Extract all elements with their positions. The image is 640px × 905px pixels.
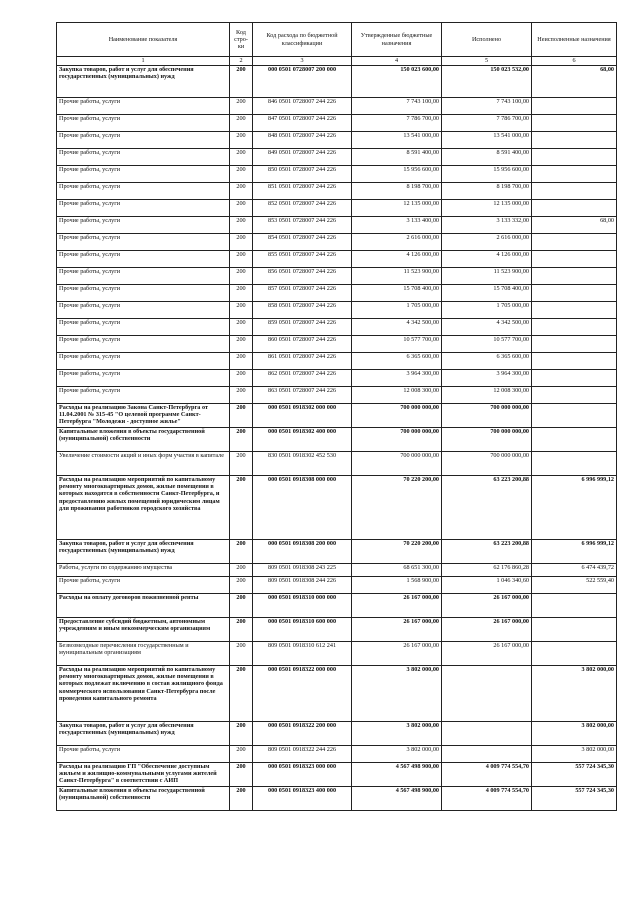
row-unexecuted xyxy=(532,336,617,353)
row-code: 200 xyxy=(230,285,253,302)
row-code: 200 xyxy=(230,200,253,217)
table-row xyxy=(57,132,617,149)
row-budget-code: 863 0501 0728007 244 226 xyxy=(253,387,352,404)
row-approved: 2 616 000,00 xyxy=(352,234,442,251)
table-row xyxy=(57,217,617,234)
row-approved: 4 567 498 900,00 xyxy=(352,787,442,811)
row-code: 200 xyxy=(230,336,253,353)
header-unexecuted: Неисполненные назначения xyxy=(532,23,617,57)
table-row xyxy=(57,666,617,722)
row-budget-code: 809 0501 0918310 612 241 xyxy=(253,642,352,666)
row-unexecuted xyxy=(532,319,617,336)
row-unexecuted xyxy=(532,428,617,452)
row-approved: 12 008 300,00 xyxy=(352,387,442,404)
row-code: 200 xyxy=(230,302,253,319)
row-executed xyxy=(442,666,532,722)
row-budget-code: 830 0501 0918302 452 530 xyxy=(253,452,352,476)
row-code: 200 xyxy=(230,618,253,642)
row-unexecuted: 6 474 439,72 xyxy=(532,564,617,577)
row-approved: 3 802 000,00 xyxy=(352,746,442,763)
row-executed: 2 616 000,00 xyxy=(442,234,532,251)
row-unexecuted xyxy=(532,387,617,404)
row-budget-code: 000 0501 0918302 000 000 xyxy=(253,404,352,428)
table-row xyxy=(57,149,617,166)
row-approved: 11 523 900,00 xyxy=(352,268,442,285)
row-executed: 26 167 000,00 xyxy=(442,594,532,618)
row-approved: 4 567 498 900,00 xyxy=(352,763,442,787)
table-row xyxy=(57,353,617,370)
row-budget-code: 809 0501 0918308 244 226 xyxy=(253,577,352,594)
row-executed: 4 342 500,00 xyxy=(442,319,532,336)
row-approved: 15 708 400,00 xyxy=(352,285,442,302)
row-executed: 8 591 400,00 xyxy=(442,149,532,166)
table-row xyxy=(57,404,617,428)
row-name: Прочие работы, услуги xyxy=(57,149,230,166)
row-unexecuted xyxy=(532,404,617,428)
row-code: 200 xyxy=(230,746,253,763)
row-approved: 3 133 400,00 xyxy=(352,217,442,234)
row-budget-code: 860 0501 0728007 244 226 xyxy=(253,336,352,353)
row-budget-code: 854 0501 0728007 244 226 xyxy=(253,234,352,251)
row-approved: 3 802 000,00 xyxy=(352,666,442,722)
table-row xyxy=(57,200,617,217)
table-row xyxy=(57,251,617,268)
row-name: Прочие работы, услуги xyxy=(57,353,230,370)
row-name: Прочие работы, услуги xyxy=(57,336,230,353)
budget-table xyxy=(56,22,617,811)
row-executed: 12 135 000,00 xyxy=(442,200,532,217)
row-unexecuted xyxy=(532,115,617,132)
row-code: 200 xyxy=(230,183,253,200)
row-approved: 1 705 000,00 xyxy=(352,302,442,319)
row-name: Расходы на реализацию Закона Санкт-Петербурга от 11.04.2001 № 315-45 "О целевой программе Санкт-Петербурга "Молодежи - доступное жилье" xyxy=(57,404,230,428)
col-num: 2 xyxy=(230,57,253,66)
row-executed: 10 577 700,00 xyxy=(442,336,532,353)
row-approved: 3 802 000,00 xyxy=(352,722,442,746)
row-executed: 3 964 300,00 xyxy=(442,370,532,387)
row-unexecuted xyxy=(532,166,617,183)
row-executed: 15 708 400,00 xyxy=(442,285,532,302)
row-code: 200 xyxy=(230,763,253,787)
row-unexecuted xyxy=(532,268,617,285)
row-approved: 150 023 600,00 xyxy=(352,66,442,98)
header-executed: Исполнено xyxy=(442,23,532,57)
table-row xyxy=(57,234,617,251)
row-unexecuted xyxy=(532,285,617,302)
row-executed: 4 009 774 554,70 xyxy=(442,763,532,787)
row-budget-code: 851 0501 0728007 244 226 xyxy=(253,183,352,200)
row-executed: 7 786 700,00 xyxy=(442,115,532,132)
row-unexecuted: 3 802 000,00 xyxy=(532,666,617,722)
col-num: 3 xyxy=(253,57,352,66)
row-name: Предоставление субсидий бюджетным, автономным учреждениям и иным некоммерческим организациям xyxy=(57,618,230,642)
row-name: Прочие работы, услуги xyxy=(57,251,230,268)
row-approved: 1 568 900,00 xyxy=(352,577,442,594)
row-budget-code: 849 0501 0728007 244 226 xyxy=(253,149,352,166)
col-num: 5 xyxy=(442,57,532,66)
table-row xyxy=(57,98,617,115)
row-approved: 10 577 700,00 xyxy=(352,336,442,353)
row-code: 200 xyxy=(230,452,253,476)
row-budget-code: 861 0501 0728007 244 226 xyxy=(253,353,352,370)
row-name: Прочие работы, услуги xyxy=(57,115,230,132)
row-unexecuted xyxy=(532,642,617,666)
row-approved: 26 167 000,00 xyxy=(352,618,442,642)
row-executed: 13 541 000,00 xyxy=(442,132,532,149)
row-code: 200 xyxy=(230,353,253,370)
table-row xyxy=(57,428,617,452)
row-code: 200 xyxy=(230,268,253,285)
row-executed: 63 223 200,88 xyxy=(442,476,532,540)
row-name: Прочие работы, услуги xyxy=(57,98,230,115)
table-row xyxy=(57,183,617,200)
table-row xyxy=(57,787,617,811)
column-number-row xyxy=(57,57,617,66)
row-code: 200 xyxy=(230,149,253,166)
header-approved: Утвержденные бюджетные назначения xyxy=(352,23,442,57)
table-row xyxy=(57,594,617,618)
row-unexecuted: 557 724 345,30 xyxy=(532,763,617,787)
row-executed: 12 008 300,00 xyxy=(442,387,532,404)
row-approved: 7 743 100,00 xyxy=(352,98,442,115)
table-row xyxy=(57,763,617,787)
row-budget-code: 000 0501 0918323 000 000 xyxy=(253,763,352,787)
row-code: 200 xyxy=(230,234,253,251)
row-executed: 700 000 000,00 xyxy=(442,428,532,452)
row-executed: 700 000 000,00 xyxy=(442,404,532,428)
row-budget-code: 847 0501 0728007 244 226 xyxy=(253,115,352,132)
row-code: 200 xyxy=(230,251,253,268)
row-approved: 4 126 000,00 xyxy=(352,251,442,268)
row-name: Прочие работы, услуги xyxy=(57,268,230,285)
header-budget-code: Код расхода по бюджетной классификации xyxy=(253,23,352,57)
row-name: Прочие работы, услуги xyxy=(57,217,230,234)
table-row xyxy=(57,115,617,132)
row-unexecuted xyxy=(532,251,617,268)
row-executed: 700 000 000,00 xyxy=(442,452,532,476)
row-approved: 70 220 200,00 xyxy=(352,476,442,540)
row-name: Расходы на реализацию мероприятий по капитальному ремонту многоквартирных домов, жилые помещения в которых находятся в собственности Санкт-Петербурга, и предоставлению жилых помещений юридическим лицам для проживания работников городского хозяйства xyxy=(57,476,230,540)
row-approved: 4 342 500,00 xyxy=(352,319,442,336)
row-executed: 26 167 000,00 xyxy=(442,618,532,642)
row-approved: 26 167 000,00 xyxy=(352,594,442,618)
row-name: Прочие работы, услуги xyxy=(57,183,230,200)
table-row xyxy=(57,618,617,642)
row-code: 200 xyxy=(230,132,253,149)
row-unexecuted xyxy=(532,370,617,387)
table-row xyxy=(57,336,617,353)
row-budget-code: 859 0501 0728007 244 226 xyxy=(253,319,352,336)
table-row xyxy=(57,268,617,285)
row-code: 200 xyxy=(230,787,253,811)
row-executed: 7 743 100,00 xyxy=(442,98,532,115)
row-executed xyxy=(442,746,532,763)
row-unexecuted: 6 996 999,12 xyxy=(532,476,617,540)
table-row xyxy=(57,722,617,746)
row-code: 200 xyxy=(230,722,253,746)
row-approved: 68 651 300,00 xyxy=(352,564,442,577)
header-code: Код стро-ки xyxy=(230,23,253,57)
table-header-row xyxy=(57,23,617,57)
row-code: 200 xyxy=(230,387,253,404)
row-approved: 15 956 600,00 xyxy=(352,166,442,183)
row-executed: 1 046 340,60 xyxy=(442,577,532,594)
row-unexecuted xyxy=(532,200,617,217)
row-unexecuted xyxy=(532,183,617,200)
row-approved: 700 000 000,00 xyxy=(352,452,442,476)
row-budget-code: 000 0501 0918323 400 000 xyxy=(253,787,352,811)
row-approved: 700 000 000,00 xyxy=(352,428,442,452)
row-budget-code: 000 0501 0918310 000 000 xyxy=(253,594,352,618)
row-name: Прочие работы, услуги xyxy=(57,370,230,387)
row-name: Закупка товаров, работ и услуг для обеспечения государственных (муниципальных) нужд xyxy=(57,540,230,564)
row-code: 200 xyxy=(230,564,253,577)
row-name: Прочие работы, услуги xyxy=(57,132,230,149)
row-unexecuted: 68,00 xyxy=(532,66,617,98)
table-row xyxy=(57,387,617,404)
row-unexecuted xyxy=(532,132,617,149)
row-budget-code: 852 0501 0728007 244 226 xyxy=(253,200,352,217)
row-budget-code: 809 0501 0918308 243 225 xyxy=(253,564,352,577)
row-budget-code: 000 0501 0918322 200 000 xyxy=(253,722,352,746)
row-budget-code: 000 0501 0918308 000 000 xyxy=(253,476,352,540)
table-row xyxy=(57,642,617,666)
row-approved: 8 591 400,00 xyxy=(352,149,442,166)
row-approved: 700 000 000,00 xyxy=(352,404,442,428)
row-unexecuted xyxy=(532,98,617,115)
row-name: Прочие работы, услуги xyxy=(57,166,230,183)
row-name: Прочие работы, услуги xyxy=(57,319,230,336)
row-name: Прочие работы, услуги xyxy=(57,746,230,763)
row-budget-code: 858 0501 0728007 244 226 xyxy=(253,302,352,319)
row-name: Работы, услуги по содержанию имущества xyxy=(57,564,230,577)
table-row xyxy=(57,66,617,98)
row-executed: 3 133 332,00 xyxy=(442,217,532,234)
table-row xyxy=(57,476,617,540)
row-budget-code: 848 0501 0728007 244 226 xyxy=(253,132,352,149)
row-code: 200 xyxy=(230,66,253,98)
row-budget-code: 000 0501 0918310 600 000 xyxy=(253,618,352,642)
row-approved: 12 135 000,00 xyxy=(352,200,442,217)
row-unexecuted: 6 996 999,12 xyxy=(532,540,617,564)
row-unexecuted xyxy=(532,302,617,319)
row-unexecuted xyxy=(532,234,617,251)
row-unexecuted: 68,00 xyxy=(532,217,617,234)
row-code: 200 xyxy=(230,319,253,336)
row-code: 200 xyxy=(230,370,253,387)
table-row xyxy=(57,540,617,564)
row-budget-code: 000 0501 0918322 000 000 xyxy=(253,666,352,722)
row-approved: 7 786 700,00 xyxy=(352,115,442,132)
table-row xyxy=(57,452,617,476)
row-budget-code: 846 0501 0728007 244 226 xyxy=(253,98,352,115)
row-executed: 150 023 532,00 xyxy=(442,66,532,98)
row-code: 200 xyxy=(230,540,253,564)
col-num: 4 xyxy=(352,57,442,66)
table-row xyxy=(57,370,617,387)
row-code: 200 xyxy=(230,166,253,183)
row-budget-code: 853 0501 0728007 244 226 xyxy=(253,217,352,234)
row-name: Закупка товаров, работ и услуг для обеспечения государственных (муниципальных) нужд xyxy=(57,66,230,98)
row-approved: 3 964 300,00 xyxy=(352,370,442,387)
row-code: 200 xyxy=(230,217,253,234)
table-row xyxy=(57,302,617,319)
table-row xyxy=(57,564,617,577)
col-num: 1 xyxy=(57,57,230,66)
col-num: 6 xyxy=(532,57,617,66)
row-executed: 8 198 700,00 xyxy=(442,183,532,200)
row-name: Капитальные вложения в объекты государственной (муниципальной) собственности xyxy=(57,787,230,811)
row-executed: 63 223 200,88 xyxy=(442,540,532,564)
row-name: Расходы на реализацию мероприятий по капитальному ремонту многоквартирных домов, жилые помещения в которых подлежат включению в состав жилищного фонда коммерческого использования Санкт-Петербурга после проведения капитального ремонта xyxy=(57,666,230,722)
table-row xyxy=(57,285,617,302)
row-budget-code: 000 0501 0918308 200 000 xyxy=(253,540,352,564)
row-name: Капитальные вложения в объекты государственной (муниципальной) собственности xyxy=(57,428,230,452)
row-code: 200 xyxy=(230,642,253,666)
row-name: Безвозмездные перечисления государственным и муниципальным организациям xyxy=(57,642,230,666)
row-approved: 6 365 600,00 xyxy=(352,353,442,370)
row-name: Прочие работы, услуги xyxy=(57,285,230,302)
row-unexecuted: 522 559,40 xyxy=(532,577,617,594)
row-executed: 1 705 000,00 xyxy=(442,302,532,319)
row-unexecuted: 3 802 000,00 xyxy=(532,722,617,746)
row-name: Расходы на реализацию ГП "Обеспечение доступным жильем и жилищно-коммунальными услугами жителей Санкт-Петербурга" в соответствии с АИП xyxy=(57,763,230,787)
row-executed: 11 523 900,00 xyxy=(442,268,532,285)
table-row xyxy=(57,319,617,336)
row-name: Прочие работы, услуги xyxy=(57,200,230,217)
row-code: 200 xyxy=(230,98,253,115)
row-approved: 13 541 000,00 xyxy=(352,132,442,149)
row-name: Расходы на оплату договоров пожизненной ренты xyxy=(57,594,230,618)
row-code: 200 xyxy=(230,594,253,618)
row-budget-code: 850 0501 0728007 244 226 xyxy=(253,166,352,183)
row-approved: 8 198 700,00 xyxy=(352,183,442,200)
row-budget-code: 000 0501 0918302 400 000 xyxy=(253,428,352,452)
row-executed: 6 365 600,00 xyxy=(442,353,532,370)
row-unexecuted: 557 724 345,30 xyxy=(532,787,617,811)
row-approved: 26 167 000,00 xyxy=(352,642,442,666)
row-unexecuted xyxy=(532,618,617,642)
row-executed: 62 176 860,28 xyxy=(442,564,532,577)
row-budget-code: 856 0501 0728007 244 226 xyxy=(253,268,352,285)
row-code: 200 xyxy=(230,476,253,540)
row-unexecuted xyxy=(532,452,617,476)
row-budget-code: 862 0501 0728007 244 226 xyxy=(253,370,352,387)
row-approved: 70 220 200,00 xyxy=(352,540,442,564)
row-name: Прочие работы, услуги xyxy=(57,302,230,319)
row-name: Прочие работы, услуги xyxy=(57,234,230,251)
row-code: 200 xyxy=(230,666,253,722)
row-unexecuted xyxy=(532,353,617,370)
table-row xyxy=(57,577,617,594)
row-unexecuted xyxy=(532,594,617,618)
row-executed: 26 167 000,00 xyxy=(442,642,532,666)
row-name: Закупка товаров, работ и услуг для обеспечения государственных (муниципальных) нужд xyxy=(57,722,230,746)
row-unexecuted xyxy=(532,149,617,166)
row-code: 200 xyxy=(230,115,253,132)
row-code: 200 xyxy=(230,577,253,594)
row-executed: 4 009 774 554,70 xyxy=(442,787,532,811)
row-name: Прочие работы, услуги xyxy=(57,387,230,404)
row-budget-code: 809 0501 0918322 244 226 xyxy=(253,746,352,763)
row-code: 200 xyxy=(230,404,253,428)
row-executed xyxy=(442,722,532,746)
row-budget-code: 857 0501 0728007 244 226 xyxy=(253,285,352,302)
table-row xyxy=(57,746,617,763)
row-code: 200 xyxy=(230,428,253,452)
row-budget-code: 000 0501 0728007 200 000 xyxy=(253,66,352,98)
row-name: Прочие работы, услуги xyxy=(57,577,230,594)
row-budget-code: 855 0501 0728007 244 226 xyxy=(253,251,352,268)
table-row xyxy=(57,166,617,183)
row-unexecuted: 3 802 000,00 xyxy=(532,746,617,763)
row-executed: 4 126 000,00 xyxy=(442,251,532,268)
header-name: Наименование показателя xyxy=(57,23,230,57)
row-executed: 15 956 600,00 xyxy=(442,166,532,183)
row-name: Увеличение стоимости акций и иных форм участия в капитале xyxy=(57,452,230,476)
